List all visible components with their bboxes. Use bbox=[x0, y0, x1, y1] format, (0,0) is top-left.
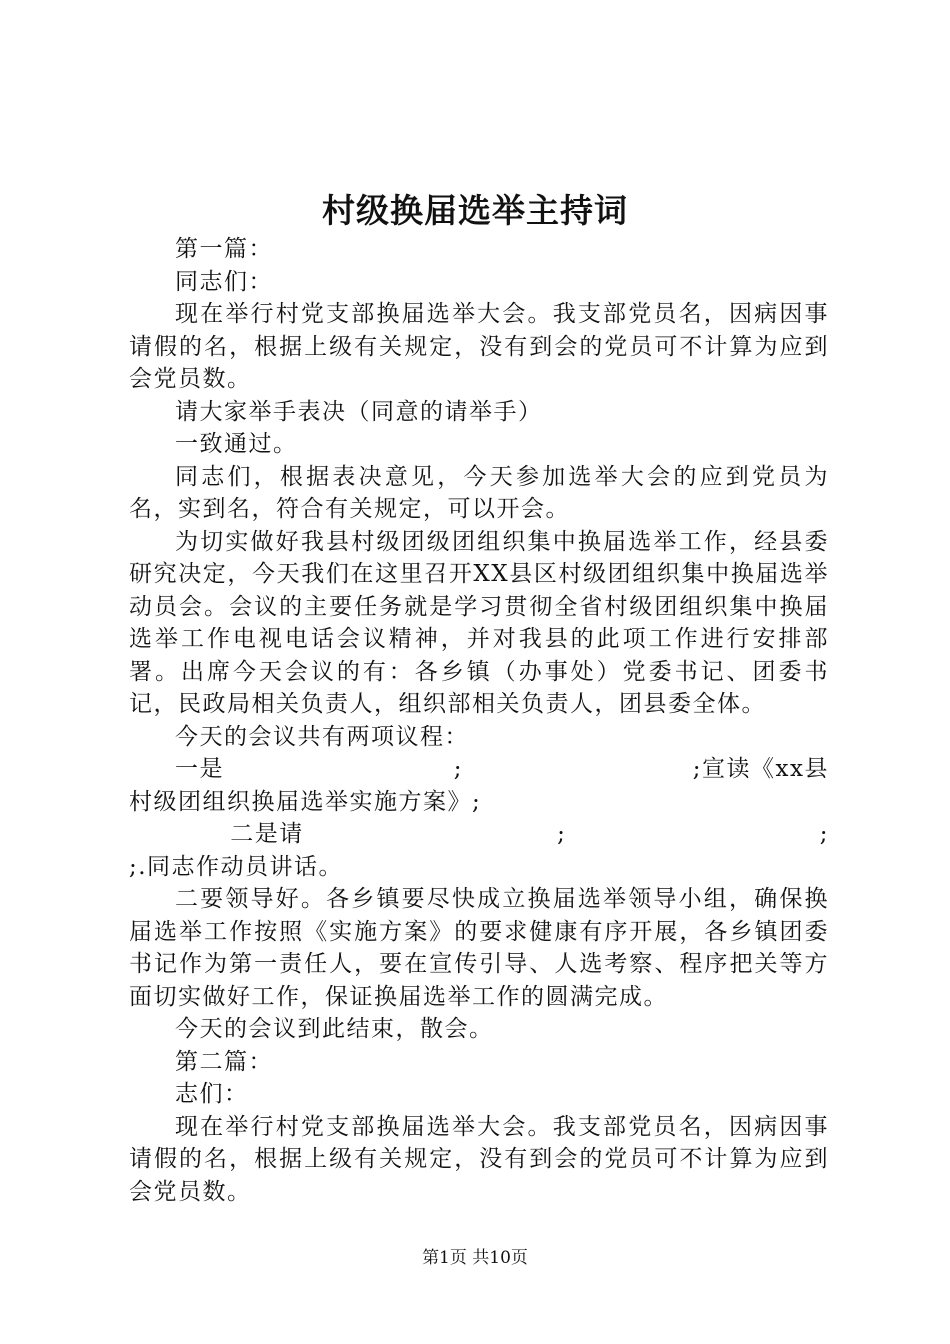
paragraph: 同志们，根据表决意见，今天参加选举大会的应到党员为名，实到名，符合有关规定，可以开会。 bbox=[129, 463, 829, 522]
agenda-1-blank-sep: ; bbox=[453, 756, 464, 782]
agenda-item-1 bbox=[129, 753, 829, 786]
paragraph: 今天的会议到此结束，散会。 bbox=[175, 1016, 494, 1042]
paragraph: 为切实做好我县村级团级团组织集中换届选举工作，经县委研究决定，今天我们在这里召开XX县区村级团组织集中换届选举动员会。会议的主要任务就是学习贯彻全省村级团组织集中换届选举工作电视电话会议精神，并对我县的此项工作进行安排部署。出席今天会议的有：各乡镇（办事处）党委书记、团委书记，民政局相关负责人，组织部相关负责人，团县委全体。 bbox=[129, 528, 829, 717]
agenda-2-label: 二是请 bbox=[230, 821, 304, 847]
agenda-2-blank-sep: ; bbox=[557, 821, 567, 847]
paragraph: 志们： bbox=[175, 1081, 249, 1107]
agenda-item-2-continued bbox=[129, 851, 829, 884]
agenda-2-tail: ; bbox=[819, 821, 829, 847]
document-body bbox=[129, 233, 829, 1208]
paragraph: 今天的会议共有两项议程： bbox=[175, 723, 469, 750]
agenda-2-continued-text: ;.同志作动员讲话。 bbox=[129, 853, 344, 880]
agenda-1-tail: ;宣读《xx县 bbox=[692, 756, 829, 782]
paragraph: 一致通过。 bbox=[175, 431, 298, 457]
paragraph: 请大家举手表决（同意的请举手） bbox=[175, 398, 543, 425]
page-footer: 第1页 共10页 bbox=[422, 1248, 528, 1268]
paragraph: 第一篇： bbox=[175, 236, 273, 262]
agenda-1-continued-text: 村级团组织换届选举实施方案》; bbox=[129, 788, 482, 815]
agenda-1-label: 一是 bbox=[175, 756, 224, 782]
paragraph: 二要领导好。各乡镇要尽快成立换届选举领导小组，确保换届选举工作按照《实施方案》的要求健康有序开展，各乡镇团委书记作为第一责任人，要在宣传引导、人选考察、程序把关等方面切实做好工作，保证换届选举工作的圆满完成。 bbox=[129, 886, 829, 1010]
paragraph: 现在举行村党支部换届选举大会。我支部党员名，因病因事请假的名，根据上级有关规定，没有到会的党员可不计算为应到会党员数。 bbox=[129, 301, 829, 392]
paragraph: 现在举行村党支部换届选举大会。我支部党员名，因病因事请假的名，根据上级有关规定，没有到会的党员可不计算为应到会党员数。 bbox=[129, 1113, 829, 1205]
agenda-item-1-continued bbox=[129, 786, 829, 819]
agenda-item-2 bbox=[129, 818, 829, 851]
document-title: 村级换届选举主持词 bbox=[322, 191, 628, 230]
paragraph: 同志们： bbox=[175, 268, 273, 295]
paragraph: 第二篇： bbox=[175, 1048, 273, 1075]
